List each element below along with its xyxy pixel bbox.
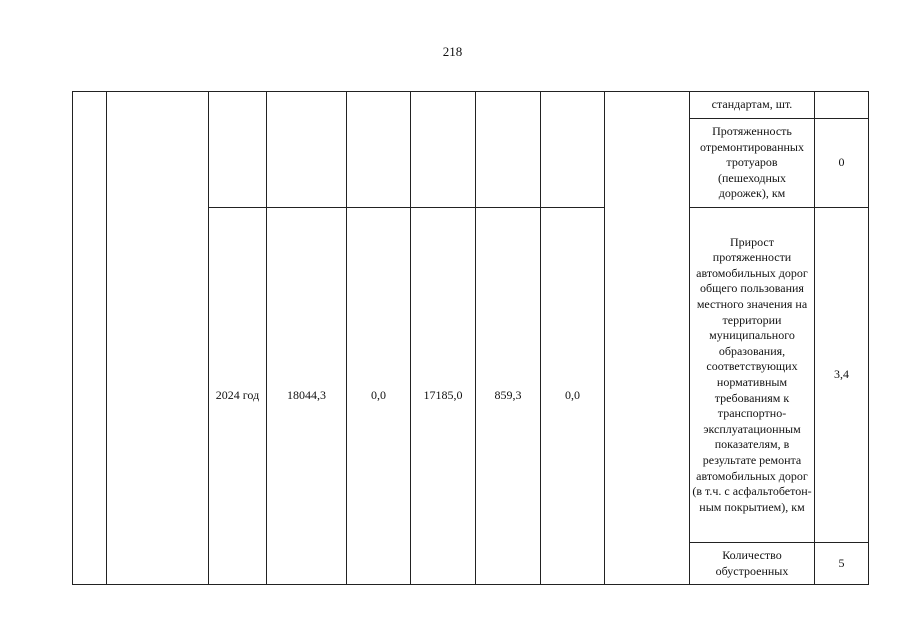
indicator-value: 5	[838, 555, 845, 570]
col-divider	[604, 91, 605, 585]
table-left-border	[72, 91, 73, 585]
value-cell: 17185,0	[423, 388, 463, 403]
value-cell: 0,0	[565, 388, 580, 403]
indicator-value: 3,4	[834, 367, 849, 382]
total-cell: 18044,3	[287, 388, 326, 403]
table-bottom-border	[72, 584, 869, 585]
value-cell: 859,3	[494, 388, 522, 403]
indicator-name: Прирост протяженности автомобильных дорог общего пользования местного значения на территории муниципального образования, соответствующих нормативным требованиям к транспортно-эксплуатационным показателям, в результате ремонта автомобильных дорог (в т.ч. с асфальтобетон-ным покрытием), км	[692, 234, 812, 514]
col-divider	[106, 91, 107, 585]
page-number: 218	[442, 44, 463, 59]
indicator-name: Количество обустроенных	[715, 547, 789, 578]
value-cell: 0,0	[371, 388, 386, 403]
continuation-table	[72, 91, 869, 585]
year-cell: 2024 год	[215, 388, 260, 403]
indicator-value	[815, 92, 868, 118]
indicator-name: Протяженность отремонтированных тротуаров (пешеходных дорожек), км	[700, 124, 804, 201]
indicator-name: стандартам, шт.	[711, 97, 793, 112]
table-right-border	[868, 91, 869, 585]
indicator-value: 0	[838, 155, 845, 170]
